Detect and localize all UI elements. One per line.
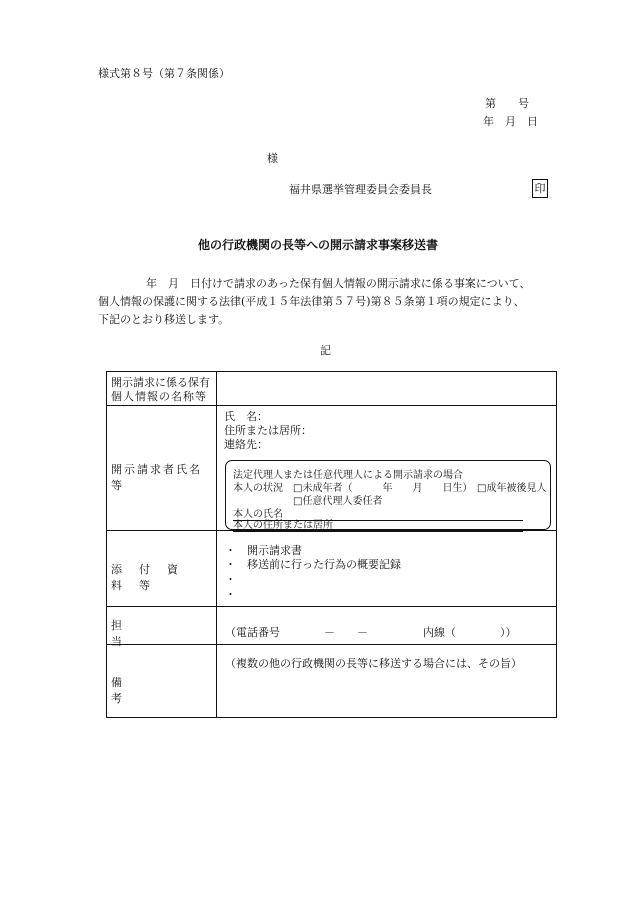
label-text: 開示請求者氏名等 [111,463,202,492]
remarks-note: （複数の他の行政機関の長等に移送する場合には、その旨） [225,657,522,670]
attachment-item: ・ 開示請求書 [225,544,302,557]
row-label-info-name [107,372,217,406]
requester-address-label: 住所または居所： [224,424,312,437]
row-label-attachments [107,531,217,607]
requester-label [111,461,212,493]
seal-box: 印 [532,179,548,198]
sender-name: 福井県選挙管理委員会委員長 [289,183,432,196]
row-label-requester [107,406,217,531]
principal-status-label: 本人の状況 [233,483,283,494]
contact-person-label: 担当 [111,619,195,648]
body-line-2: 個人情報の保護に関する法律(平成１５年法律第５７号)第８５条第１項の規定により、 [98,295,525,308]
table-row [107,406,557,531]
requester-contact-label: 連絡先： [224,438,268,451]
table-row [107,607,557,645]
adult-guardian-checkbox[interactable]: □成年被後見人 [477,483,547,494]
label-line: 開示請求に係る保有 [111,376,210,389]
body-paragraph [98,275,558,329]
info-name-field[interactable] [217,372,557,406]
table-row [107,645,557,718]
minor-checkbox[interactable]: □未成年者（ 年 月 日生） [293,483,473,494]
principal-name-label: 本人の氏名 [233,509,283,520]
table-row [107,531,557,607]
contact-person-cell [217,607,557,645]
attachment-item: ・ [225,573,236,586]
requester-cell [217,406,557,531]
row-label-contact-person [107,607,217,648]
form-number: 様式第８号（第７条関係） [98,67,230,80]
remarks-label: 備考 [111,676,195,705]
phone-extension-line[interactable]: （電話番号 － － 内線（ ）） [225,626,517,639]
addressee-suffix: 様 [267,152,278,165]
agent-heading: 法定代理人または任意代理人による開示請求の場合 [233,470,463,481]
remarks-cell[interactable] [217,645,557,718]
attachments-cell [217,531,557,607]
principal-address-label: 本人の住所または居所 [233,520,333,531]
delegated-checkbox[interactable]: □任意代理人委任者 [293,496,383,507]
table-row [107,372,557,406]
body-line-3: 下記のとおり移送します。 [98,313,230,326]
label-line: 個人情報の名称等 [111,390,207,403]
attachment-item: ・ 移送前に行った行為の概要記録 [225,558,401,571]
transfer-form-table [106,371,557,718]
ki-marker: 記 [320,344,331,357]
requester-name-label: 氏 名： [224,410,268,423]
attachment-item: ・ [225,588,236,601]
attachments-label: 添付資料等 [111,563,195,592]
document-title: 他の行政機関の長等への開示請求事案移送書 [198,238,439,252]
agent-request-bracket [225,460,551,530]
body-line-1: 年 月 日付けで請求のあった保有個人情報の開示請求に係る事案について、 [146,277,531,290]
document-number: 第 号 [485,97,529,110]
row-label-remarks [107,645,217,718]
document-date: 年 月 日 [483,115,538,128]
